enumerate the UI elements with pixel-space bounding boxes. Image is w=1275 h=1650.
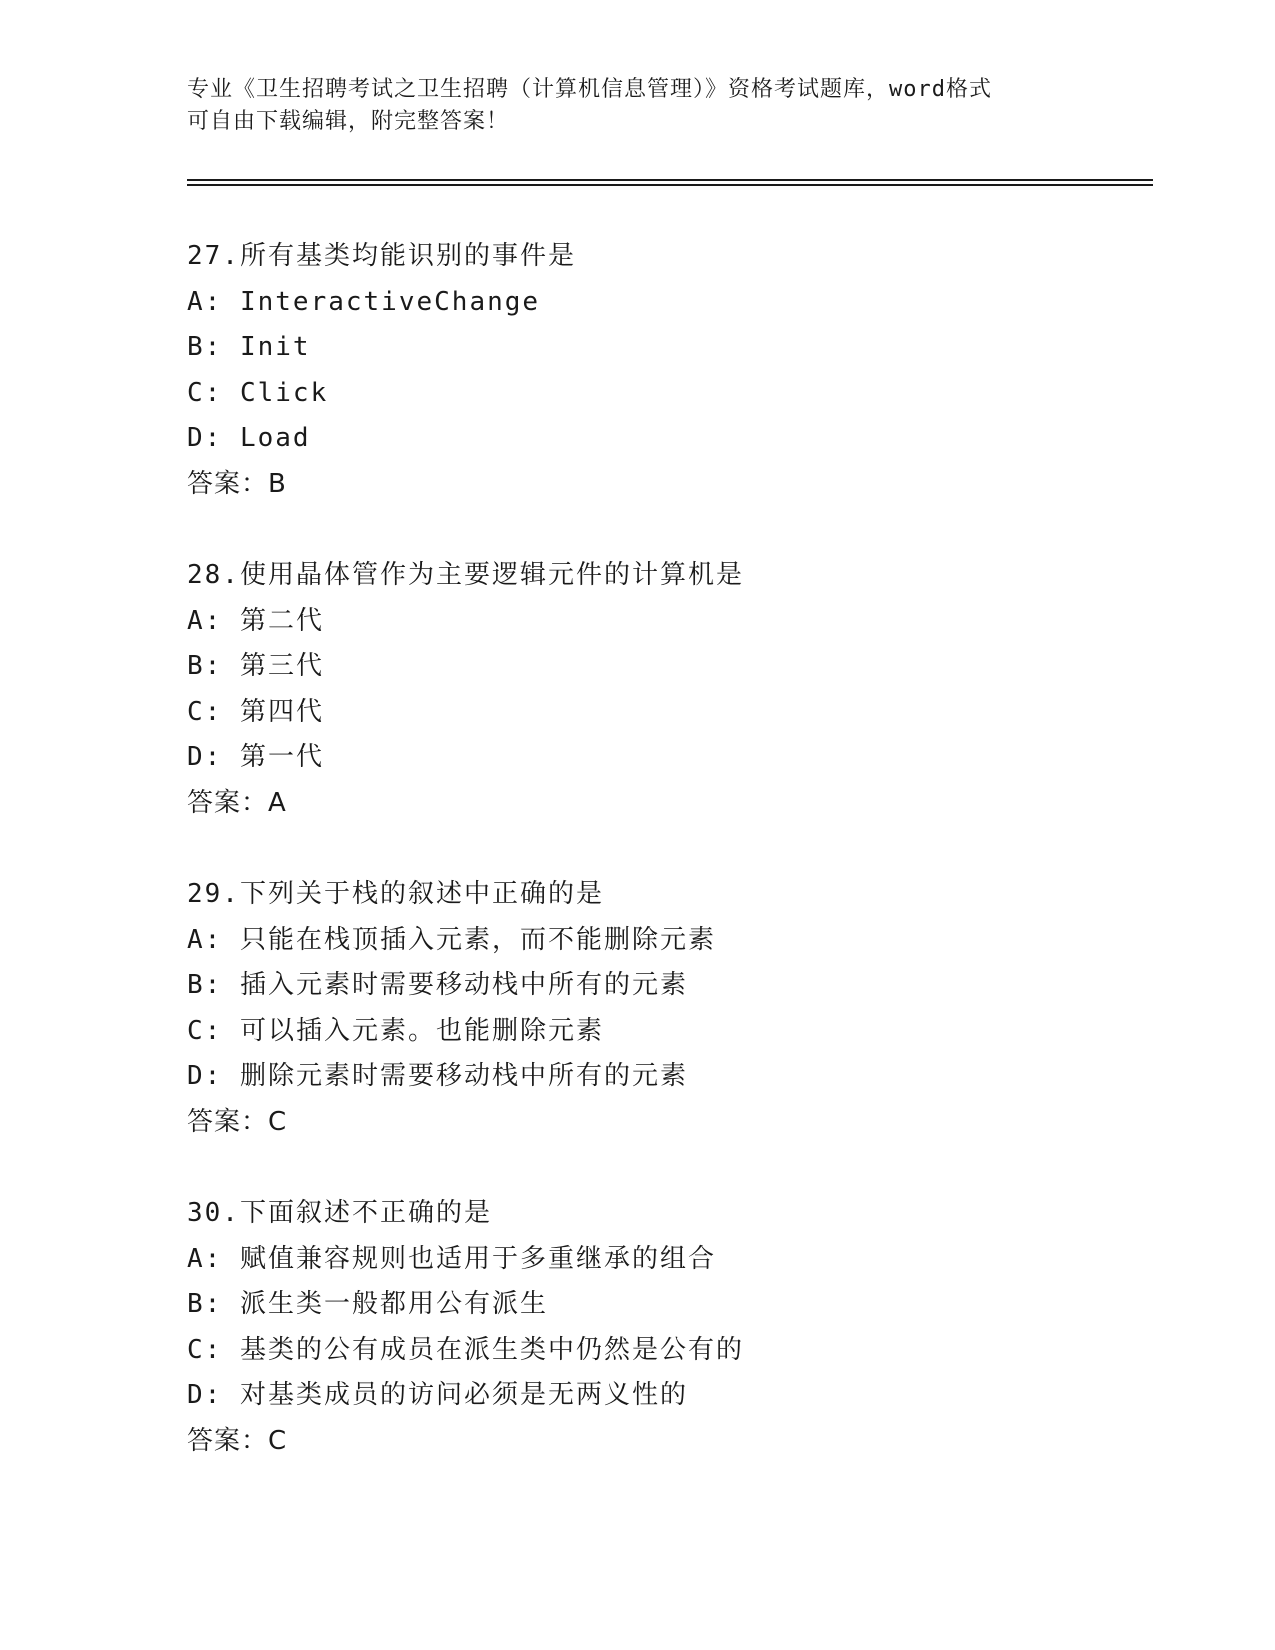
question-27 (187, 234, 1147, 507)
document-header (187, 74, 1087, 138)
question-29 (187, 872, 1147, 1145)
question-28 (187, 553, 1147, 826)
question-stem: 28.使用晶体管作为主要逻辑元件的计算机是 (187, 560, 744, 590)
option-d: D: Load (187, 423, 311, 453)
question-stem: 29.下列关于栈的叙述中正确的是 (187, 879, 604, 909)
option-d: D: 删除元素时需要移动栈中所有的元素 (187, 1061, 688, 1091)
question-stem: 30.下面叙述不正确的是 (187, 1198, 492, 1228)
option-b: B: Init (187, 332, 311, 362)
header-divider-top (187, 179, 1153, 181)
option-a: A: 第二代 (187, 605, 324, 636)
option-c: C: 基类的公有成员在派生类中仍然是公有的 (187, 1334, 744, 1365)
answer: 答案：C (187, 1425, 288, 1456)
header-divider-bottom (187, 184, 1153, 186)
option-c: C: 第四代 (187, 696, 324, 727)
header-line-2: 可自由下载编辑，附完整答案！ (187, 109, 510, 134)
option-b: B: 插入元素时需要移动栈中所有的元素 (187, 970, 688, 1000)
option-b: B: 第三代 (187, 651, 324, 681)
question-30 (187, 1191, 1147, 1464)
option-d: D: 第一代 (187, 742, 324, 772)
header-line-1: 专业《卫生招聘考试之卫生招聘（计算机信息管理）》资格考试题库，word格式 (187, 77, 992, 102)
answer: 答案：B (187, 468, 287, 499)
option-d: D: 对基类成员的访问必须是无两义性的 (187, 1380, 688, 1410)
option-c: C: 可以插入元素。也能删除元素 (187, 1015, 604, 1046)
option-c: C: Click (187, 377, 329, 408)
answer: 答案：C (187, 1106, 288, 1137)
option-a: A: 只能在栈顶插入元素，而不能删除元素 (187, 924, 716, 955)
option-a: A: 赋值兼容规则也适用于多重继承的组合 (187, 1243, 716, 1274)
question-stem: 27.所有基类均能识别的事件是 (187, 241, 576, 271)
option-b: B: 派生类一般都用公有派生 (187, 1289, 548, 1319)
answer: 答案：A (187, 787, 287, 818)
option-a: A: InteractiveChange (187, 286, 541, 317)
